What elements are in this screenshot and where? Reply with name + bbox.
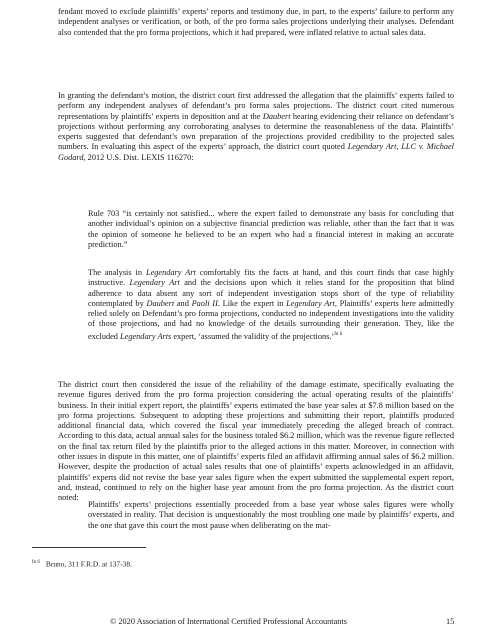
block-quote-3-text: Plaintiffs’ experts’ projections essentially proceeded from a base year whose sales figures were wholly overstated in reality. That decision is unquestionably the most troubling one made by plaintiffs’ experts, and the one that gave this court the most pause when deliberating on the mat- (88, 500, 454, 530)
footnote (32, 558, 132, 568)
block-quote-2-text-g: expert, ‘assumed the validity of the projections.’ (171, 331, 335, 341)
footnote-divider (32, 547, 146, 548)
block-quote-2 (88, 268, 454, 342)
case-name-daubert: Daubert (262, 111, 291, 121)
footnote-text: Bruno, 311 F.R.D. at 137-38. (45, 559, 132, 569)
block-quote-1-text: Rule 703 “is certainly not satisfied... where the expert failed to demonstrate any basis for concluding that another individual’s opinion on a subjective financial prediction was reliable, other than the fact that it was the opinion of someone he believed to be an expert who had a financial interest in making an accurate prediction.” (88, 209, 454, 249)
paragraph-2-text-b: hearing evidencing their reliance on defendant’s projections without performing any corroborating analyses to determine the reasonableness of the data. Plaintiffs’ experts suggested that defendant’s own preparation of the projections provided credibility to the projected sales numbers. In evaluating this aspect of the experts’ approach, the district court quoted (58, 111, 454, 152)
case-name-paoli: Paoli II (191, 298, 218, 308)
footnote-reference[interactable]: fn 6 (334, 331, 343, 337)
case-name-daubert: Daubert (146, 298, 175, 308)
block-quote-2-text-a: The analysis in (88, 268, 146, 277)
footnote-marker: fn 6 (32, 560, 40, 565)
block-quote-1 (88, 209, 454, 250)
case-name-legendary-art: Legendary Art (286, 298, 335, 308)
page-number: 15 (446, 617, 455, 626)
case-name-legendary-art: Legendary Art (145, 268, 196, 277)
block-quote-2-text-b: comfortably fits the facts at hand, and this court finds that case highly instructive. (88, 268, 455, 288)
paragraph-2-text-c: , 2012 U.S. Dist. LEXIS 116270: (83, 152, 194, 162)
paragraph-3-text: The district court then considered the issue of the reliability of the damage estimate, specifically evaluating the revenue figures derived from the pro forma projection considering the actual operating results of the plaintiffs’ business. In their initial expert report, the plaintiffs’ experts estimated the base year sales at $7.8 million based on the pro forma projections. Subsequent to adopting these projections and submitting their report, plaintiffs produced additional financial data, which covered the fiscal year immediately preceding the alleged breach of contract. According to this data, actual annual sales for the business totaled $6.2 million, which was the revenue figure reflected on the final tax return filed by the plaintiffs prior to the alleged actions in this matter. Moreover, in connection with other issues in dispute in this matter, one of plaintiffs’ experts filed an affidavit affirming annual sales of $6.2 million. However, despite the production of actual sales results that one of plaintiffs’ experts acknowledged in an affidavit, plaintiffs’ experts did not revise the base year sales figure when the expert submitted the supplemental expert report, and, instead, continued to rely on the higher base year amount from the pro forma projection. As the district court noted: (58, 380, 454, 503)
block-quote-2-text-d: and (174, 298, 192, 308)
paragraph-2-text-a: In granting the defendant’s motion, the district court first addressed the allegation that the plaintiffs’ experts failed to perform any independent analyses of defendant’s pro forma sales projections. The district court cited numerous representations by plaintiffs’ experts in deposition and at the (58, 91, 454, 121)
block-quote-2-text-c: and the decisions upon which it relies stand for the proposition that blind adherence to data absent any sort of independent investigation stops short of the type of reliability contemplated by (88, 278, 455, 308)
paragraph-1-text: fendant moved to exclude plaintiffs’ experts’ reports and testimony due, in part, to the experts’ failure to perform any independent analyses or verification, or both, of the pro forma sales projections underlying their analyses. Defendant also contended that the pro forma projections, which it had prepared, were inflated relative to actual sales data. (58, 7, 454, 37)
case-name-legendary-art: Legendary Art, LLC v. Michael Godard (58, 142, 454, 162)
paragraph-1 (58, 7, 454, 38)
block-quote-3 (88, 500, 454, 531)
copyright-notice: © 2020 Association of International Certified Professional Accountants (110, 617, 347, 626)
case-name-legendary-art: Legendary Art (129, 278, 180, 288)
paragraph-3 (58, 380, 454, 504)
case-name-legendary-arts: Legendary Arts (120, 331, 172, 341)
paragraph-2 (58, 91, 454, 163)
block-quote-2-text-f: , Plaintiffs’ experts here admittedly relied solely on Defendant’s pro forma projections, conducted no independent investigations into the validity of those projections, and had no knowledge of the details surrounding their generation. They, like the excluded (88, 298, 454, 341)
block-quote-2-text-e: . Like the expert in (217, 298, 287, 308)
